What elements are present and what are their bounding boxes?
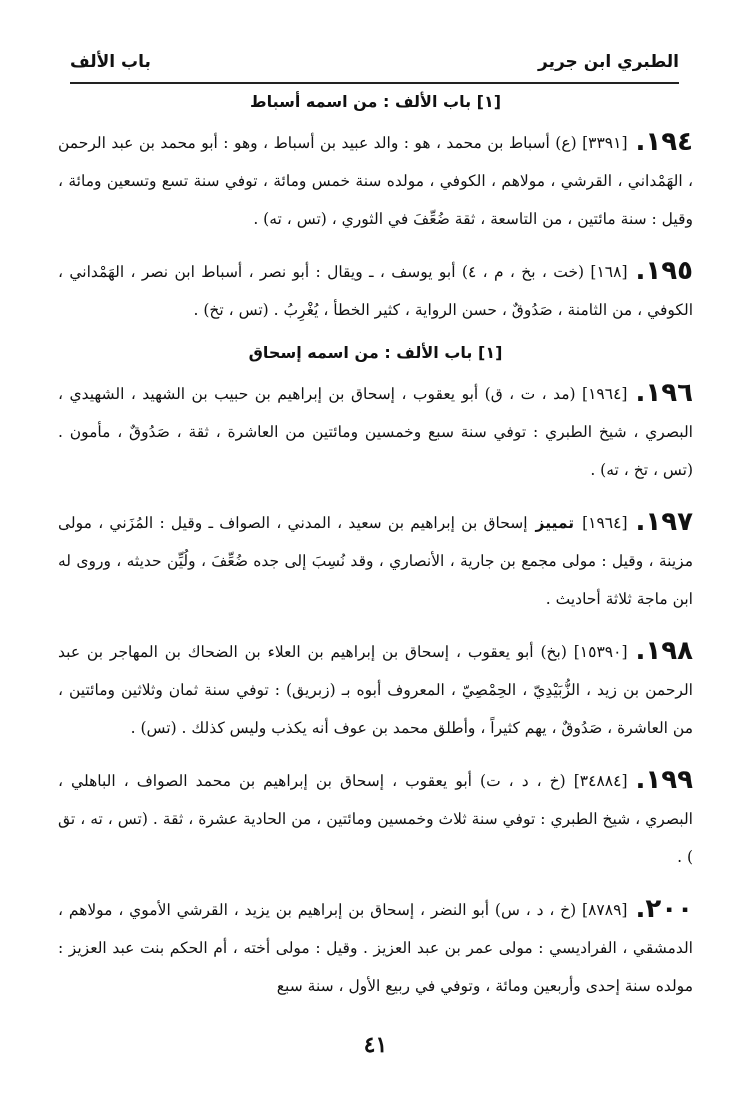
section-title-ishaq: [١] باب الألف : من اسمه إسحاق — [248, 343, 503, 362]
entry-194 — [58, 123, 693, 238]
entry-text: أبو النضر ، إسحاق بن إبراهيم بن يزيد ، القرشي الأموي ، مولاهم ، الدمشقي ، الفراديسي : مولى عمر بن عبد العزيز . وقيل : مولى أخته ، أم الحكم بنت عبد العزيز : مولده سنة إحدى وأربعين ومائة ، وتوفي في ربيع الأول ، سنة سبع — [58, 901, 693, 995]
header-chapter-title: باب الألف — [70, 52, 151, 72]
entry-number: ١٩٦. — [635, 378, 693, 408]
page-header — [70, 42, 679, 84]
entry-code: [١٩٦٤] (مد ، ت ، ق) — [484, 385, 628, 403]
entry-text: إسحاق بن إبراهيم بن سعيد ، المدني ، الصواف ـ وقيل : المُزَني ، مولى مزينة ، وقيل : مولى مجمع بن جارية ، الأنصاري ، وقد نُسِبَ إلى جده ضُعِّفَ ، ولُيِّن حديثه ، وروى له ابن ماجة ثلاثة أحاديث . — [58, 514, 693, 608]
section-title-asbat: [١] باب الألف : من اسمه أسباط — [249, 92, 502, 111]
entry-text: أسباط بن محمد ، هو : والد عبيد بن أسباط ، وهو : أبو محمد بن عبد الرحمن ، الهَمْداني ، القرشي ، مولاهم ، الكوفي ، مولده سنة خمس ومائة ، توفي سنة تسع وتسعين ومائة ، وقيل : سنة مائتين ، من التاسعة ، ثقة ضُعِّفَ في الثوري ، (تس ، ته) . — [58, 134, 693, 228]
entry-paragraph — [58, 374, 693, 489]
entry-code: [٣٤٨٨٤] (خ ، د ، ت) — [480, 772, 628, 790]
entry-paragraph — [58, 890, 693, 1005]
entry-number: ١٩٤. — [635, 127, 693, 157]
tamyiz-label: تمييز — [535, 514, 575, 532]
entry-paragraph — [58, 632, 693, 747]
entry-paragraph — [58, 252, 693, 329]
entry-195 — [58, 252, 693, 329]
entry-code: [١٦٨] (خت ، بخ ، م ، ٤) — [461, 263, 628, 281]
entry-text: أبو يوسف ، ـ ويقال : أبو نصر ، أسباط ابن نصر ، الهَمْداني ، الكوفي ، من الثامنة ، صَدُوقٌ ، حسن الرواية ، كثير الخطأ ، يُغْرِبُ . (تس ، تخ) . — [58, 263, 693, 319]
entry-number: ٢٠٠. — [635, 894, 693, 924]
entry-paragraph — [58, 503, 693, 618]
entry-196 — [58, 374, 693, 489]
entry-number: ١٩٥. — [635, 256, 694, 286]
entry-paragraph — [58, 761, 693, 876]
entry-code: [١٥٣٩٠] (بخ) — [540, 643, 628, 661]
page-content — [58, 88, 693, 1019]
entry-number: ١٩٩. — [635, 765, 693, 795]
entry-code: [١٩٦٤] — [582, 514, 628, 532]
entry-number: ١٩٧. — [635, 507, 693, 537]
entry-198 — [58, 632, 693, 747]
entry-199 — [58, 761, 693, 876]
page-number: ٤١ — [363, 1032, 388, 1058]
entry-text: أبو يعقوب ، إسحاق بن إبراهيم بن العلاء بن الضحاك بن المهاجر بن عبد الرحمن بن زيد ، الزُّبَيْدِيّ ، الحِمْصِيّ ، المعروف أبوه بـ (زبريق) : توفي سنة ثمان وثلاثين ومائتين ، من العاشرة ، صَدُوقٌ ، يهم كثيراً ، وأطلق محمد بن عوف أنه يكذب وليس كذلك . (تس) . — [58, 643, 693, 737]
entry-text: أبو يعقوب ، إسحاق بن إبراهيم بن حبيب بن الشهيد ، الشهيدي ، البصري ، شيخ الطبري : توفي سنة سبع وخمسين ومائتين من العاشرة ، ثقة ، صَدُوقٌ ، مأمون . (تس ، تخ ، ته) . — [58, 385, 693, 479]
entry-197 — [58, 503, 693, 618]
entry-code: [٨٧٨٩] (خ ، د ، س) — [494, 901, 628, 919]
entry-200 — [58, 890, 693, 1005]
header-book-title: الطبري ابن جرير — [538, 52, 679, 72]
entry-text: أبو يعقوب ، إسحاق بن إبراهيم بن محمد الصواف ، الباهلي ، البصري ، شيخ الطبري : توفي سنة ثلاث وخمسين ومائتين ، من الحادية عشرة ، ثقة . (تس ، ته ، تق ) . — [58, 772, 693, 866]
entry-paragraph — [58, 123, 693, 238]
entry-number: ١٩٨. — [635, 636, 693, 666]
entry-code: [٣٣٩١] (ع) — [555, 134, 628, 152]
